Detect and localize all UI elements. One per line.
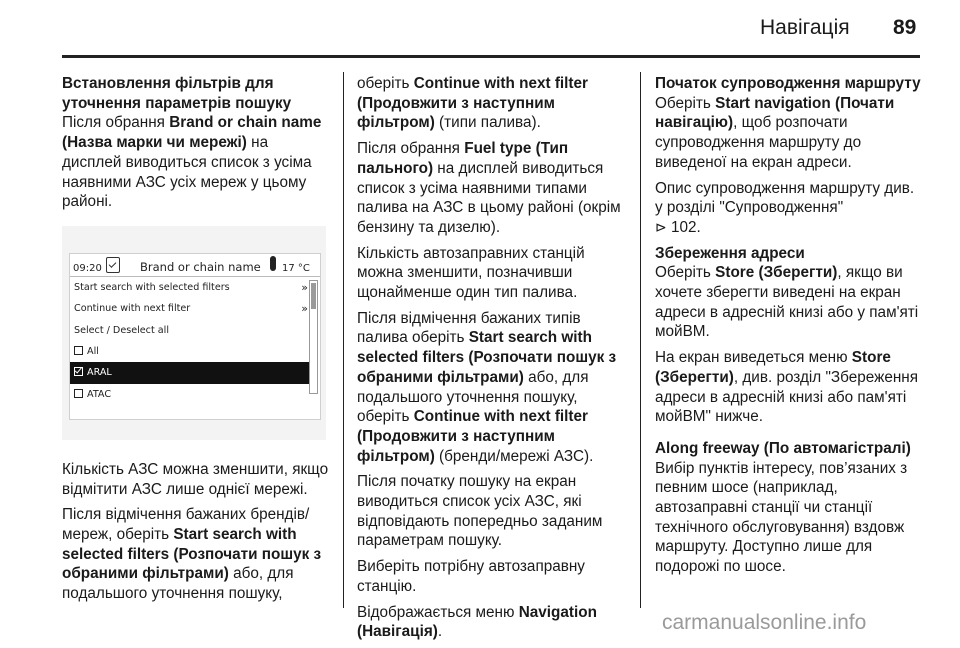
- column-divider-1: [343, 72, 344, 608]
- chevron-right-icon: »: [301, 302, 308, 316]
- page-number: 89: [893, 16, 917, 39]
- column-1: [62, 74, 330, 610]
- col1-paragraph-2: Кількість АЗС можна зменшити, якщо відмітити АЗС лише однієї мережі.: [62, 460, 329, 498]
- menu-item-aral[interactable]: ARAL: [70, 362, 310, 383]
- col1-paragraph-1: Після обрання Brand or chain name (Назва марки чи мережі) на дисплей виводиться список з усіма наявними АЗС усіх мереж у цьому районі.: [62, 114, 322, 211]
- thermometer-icon: [270, 256, 276, 271]
- header-rule: [62, 55, 920, 58]
- menu-item-select-deselect-all[interactable]: Select / Deselect all: [74, 324, 169, 336]
- checkbox-icon: [74, 346, 83, 355]
- chevron-right-icon: »: [301, 280, 308, 294]
- col2-paragraph-3: Кількість автозаправних станцій можна зменшити, позначивши щонайменше один тип палива.: [357, 244, 585, 302]
- col3-paragraph-4: На екран виведеться меню Store (Зберегти), див. розділ "Збереження адреси в адресній книзі або пам'яті мойВМ" нижче.: [655, 349, 919, 426]
- section-heading-store-address: Збереження адреси: [655, 244, 805, 262]
- display-clock: 09:20: [73, 262, 102, 274]
- column-3: [655, 74, 925, 583]
- col3-paragraph-2: Опис супроводження маршруту див. у розділі "Супроводження" ⊳ 102.: [655, 179, 915, 236]
- section-heading-start-guidance: Початок супроводження маршруту: [655, 75, 921, 92]
- section-heading-filters: Встановлення фільтрів для уточнення параметрів пошуку: [62, 75, 292, 112]
- menu-item-all[interactable]: All: [70, 341, 310, 362]
- reference-arrow-icon: ⊳: [655, 218, 667, 235]
- col3-paragraph-1: Оберіть Start navigation (Почати навігацію), щоб розпочати супроводження маршруту до виведеної на екран адреси.: [655, 94, 895, 171]
- checkbox-checked-icon: [74, 367, 83, 376]
- col2-paragraph-2: Після обрання Fuel type (Тип пального) на дисплей виводиться список з усіма наявними типами палива на АЗС в цьому районі (окрім бензину та дизелю).: [357, 140, 621, 236]
- col2-paragraph-5: Після початку пошуку на екран виводиться список усіх АЗС, які відповідають попередньо заданим параметрам пошуку.: [357, 473, 603, 550]
- column-divider-2: [640, 72, 641, 608]
- col3-paragraph-3: Оберіть Store (Зберегти), якщо ви хочете зберегти виведені на екран адреси в адресній книзі або у пам'яті мойВМ.: [655, 264, 919, 341]
- col2-paragraph-1: оберіть Continue with next filter (Продовжити з наступним фільтром) (типи палива).: [357, 75, 588, 132]
- display-status-bar: [70, 254, 320, 277]
- col2-paragraph-4: Після відмічення бажаних типів палива оберіть Start search with selected filters (Розпочати пошук з обраними фільтрами) або, для подальшого уточнення пошуку, оберіть Continue with next filter (Продовжити з наступним фільтром) (бренди/мережі АЗС).: [357, 309, 617, 465]
- display-screen: [69, 253, 321, 420]
- display-scrollbar[interactable]: [309, 280, 318, 394]
- column-2: [357, 74, 627, 648]
- display-temperature: 17 °C: [282, 262, 310, 274]
- display-title: Brand or chain name: [140, 259, 261, 274]
- col1-paragraph-3: Після відмічення бажаних брендів/мереж, оберіть Start search with selected filters (Розпочати пошук з обраними фільтрами) або, для подальшого уточнення пошуку,: [62, 506, 322, 603]
- section-heading-along-freeway: Along freeway (По автомагістралі): [655, 439, 911, 457]
- scrollbar-thumb[interactable]: [311, 283, 316, 309]
- display-menu-list: [70, 277, 310, 405]
- col2-paragraph-6: Виберіть потрібну автозаправну станцію.: [357, 558, 585, 595]
- watermark: carmanualsonline.info: [662, 611, 867, 634]
- page-reference[interactable]: 102.: [666, 218, 701, 236]
- page-header-title: Навігація: [760, 16, 850, 39]
- display-screenshot: [62, 226, 326, 440]
- checkbox-icon: [74, 389, 83, 398]
- menu-item-start-search[interactable]: Start search with selected filters »: [70, 277, 310, 298]
- menu-item-continue-filter[interactable]: Continue with next filter »: [70, 298, 310, 319]
- destination-check-icon: [106, 257, 120, 273]
- col3-paragraph-5: Вибір пунктів інтересу, пов’язаних з певним шосе (наприклад, автозаправні станції чи станції технічного обслуговування) вздовж маршруту. Доступно лише для подорожі по шосе.: [655, 459, 908, 576]
- menu-item-atac[interactable]: ATAC: [70, 384, 310, 405]
- col2-paragraph-7: Відображається меню Navigation (Навігація).: [357, 603, 597, 641]
